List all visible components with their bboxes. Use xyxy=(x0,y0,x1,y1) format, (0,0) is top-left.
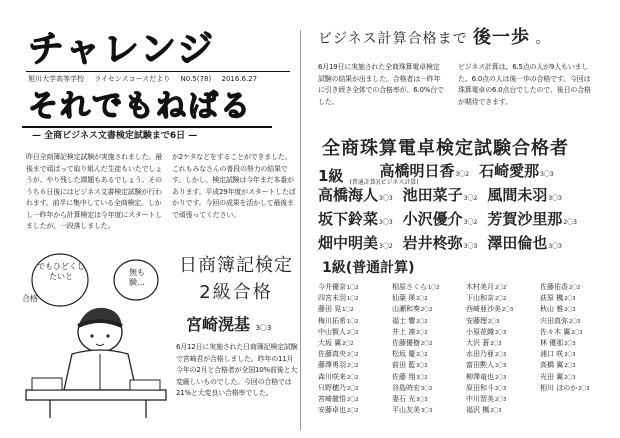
passer-name: 前田 藍3〇2 xyxy=(392,361,428,370)
passer-name: 佐藤佑香2〇2 xyxy=(540,283,581,291)
grade1-general-passers xyxy=(318,282,612,416)
passer-name: 林 優那2〇3 xyxy=(540,339,576,348)
passer-name: 高橋明日香3〇2 xyxy=(379,162,470,180)
right-header-big: 後一歩 xyxy=(473,27,531,48)
passer-name: 中川智美2〇3 xyxy=(466,395,507,404)
passer-name: 芳賀沙里那2〇3 xyxy=(487,210,577,228)
nissho-winner-name: 宮崎滉基 xyxy=(186,315,251,334)
issue-date: 2016.6.27 xyxy=(221,75,258,83)
passer-name: 谷島時宏3〇2 xyxy=(392,383,433,392)
passer-name: 妻石 光3〇3 xyxy=(392,395,428,404)
course-name: ライセンスコースだより xyxy=(94,75,171,83)
issue-number: N0.5(78) xyxy=(180,75,212,83)
passer-name: 安藤理2〇3 xyxy=(466,316,500,325)
headline-subtitle: — 全商ビジネス文書検定試験まで6日 — xyxy=(32,131,198,141)
column-divider xyxy=(300,30,301,430)
student-eye-left xyxy=(90,334,93,337)
nissho-paragraph: 6月12日に実施された日商簿記検定試験で宮崎君が合格しました。昨年の11月 今年の2月と合格者が全国10%前後と大変厳しいものでした。今回の合格では21%と大変良い合格率でした。 xyxy=(176,343,298,397)
passer-name: 下山和奈2〇2 xyxy=(466,294,507,303)
masthead-subline xyxy=(28,74,292,84)
passer-name: 梅川拓希1〇2 xyxy=(318,316,359,325)
passer-name: 相川 ほのか2〇3 xyxy=(540,383,590,392)
notebook xyxy=(130,380,160,390)
headline: それでもねばる xyxy=(28,89,252,124)
passer-name: 宮崎龍悟2〇2 xyxy=(318,395,359,404)
bubble-text-2: 合格 xyxy=(22,294,38,303)
bubble-text-3: 無も 験… xyxy=(129,268,145,287)
article-paragraph-left: 昨日全商簿記検定試験が実施されました。最後まで頑ばって取り組んだ生徒もいたでしょうが、やり残した課題もあるでしょう。そのうち６日後にはビジネス文書検定試験が行われます。前半に集中している全商検定。しかし一昨年から計算検定は今年度にスタートしましたが、一段落しました。 xyxy=(26,153,162,230)
masthead-rule xyxy=(26,71,290,72)
right-header-pre: ビジネス計算合格まで xyxy=(318,31,468,47)
passer-name: 畑中明美3〇2 xyxy=(318,234,393,252)
passer-name: 高橋海人3〇3 xyxy=(318,186,393,204)
passer-name: 井上 凛2〇2 xyxy=(392,327,428,336)
right-header-mark: 。 xyxy=(535,31,551,47)
school-name: 旭川大学高等学校 xyxy=(28,75,84,83)
passer-name: 小原花織2〇3 xyxy=(466,327,507,336)
passer-name: 秋山 雅2〇3 xyxy=(540,305,576,314)
passer-name: 木村美月2〇2 xyxy=(466,283,507,291)
passer-name: 高橋 翼2〇3 xyxy=(540,361,576,370)
passer-name: 原田和斗2〇3 xyxy=(466,383,507,392)
passer-name: 平山友美3〇3 xyxy=(392,406,433,415)
passer-name: 風間未羽3〇3 xyxy=(487,186,562,204)
nissho-title-line2: 2級合格 xyxy=(199,282,273,303)
passer-name: 大坂 翼2〇2 xyxy=(318,339,354,348)
passer-name: 四宮未羽1〇2 xyxy=(318,294,359,303)
grade1-label: 1級 xyxy=(318,167,344,185)
passer-name: 大沢 蒼2〇3 xyxy=(466,339,502,348)
grade1-row-2 xyxy=(318,186,612,210)
grade1-row-4 xyxy=(318,234,612,258)
passer-name: 中山賢人2〇2 xyxy=(318,327,359,336)
passer-name: 相原さくら1〇2 xyxy=(392,283,440,291)
right-paragraph-1: 6月19日に実施された全商珠算電卓検定試験の結果が出ました。合格者は一昨年に引き続き全体での合格率が、6.0%台でした。 xyxy=(318,63,444,106)
grade1-row-1 xyxy=(318,162,612,186)
grade1-note: (普通計算)(ビジネス計算) xyxy=(349,179,419,186)
passer-name: 森川咲来2〇2 xyxy=(318,372,359,381)
passer-name xyxy=(540,394,612,405)
passer-name: 澤田倫也3〇3 xyxy=(487,234,562,252)
passer-name: 宍田真弥2〇3 xyxy=(540,316,581,325)
passer-name: 光田 翼2〇3 xyxy=(540,372,576,381)
headline-underline xyxy=(22,126,272,128)
exam-passers-title: 全商珠算電卓検定試験合格者 xyxy=(322,138,569,159)
grade1-sub-label: 1級(普通計算) xyxy=(322,260,415,276)
right-header xyxy=(318,28,580,49)
passer-name: 福沢 楓2〇3 xyxy=(466,406,502,415)
student-eye-right xyxy=(106,334,109,337)
studying-student-illustration xyxy=(20,250,170,420)
passer-name: 水田乃亜2〇3 xyxy=(466,350,507,359)
passer-name: 佐藤優樹2〇2 xyxy=(392,339,433,348)
passer-name: 佐藤 翔3〇2 xyxy=(392,372,428,381)
passer-name: 安藤卓也2〇2 xyxy=(318,406,359,415)
passer-name: 坂下鈴菜3〇3 xyxy=(318,210,393,228)
nissho-winner xyxy=(186,314,296,339)
article-paragraph-right: が2ケタなどをすることができました。これもみなさんの普段の努力の結果です。しかし、検定試験は今年まだ本番があります。平成29年度がスタートしたばかりです。今回の成果を活かして最後まで頑張ってください。 xyxy=(172,153,296,219)
passer-name: 池田菜子3〇2 xyxy=(402,186,478,204)
passer-name: 柳澤竜也2〇3 xyxy=(466,372,507,381)
nissho-title-line1: 日商簿記検定 xyxy=(179,255,293,276)
passer-name: 浦口 咲2〇3 xyxy=(540,350,576,359)
passer-name: 藤田 晃1〇2 xyxy=(318,305,354,314)
passer-name: 山瀬和奏2〇2 xyxy=(392,305,433,314)
passer-name: 仙葉 瑛2〇2 xyxy=(392,294,428,303)
passer-name: 西崎亜沙美2〇3 xyxy=(466,305,514,314)
passer-name: 只野穂乃2〇2 xyxy=(318,383,359,392)
passer-name: 今井優奈1〇2 xyxy=(318,283,359,291)
book-stack xyxy=(32,378,62,390)
passer-name: 富田勲人2〇3 xyxy=(466,361,507,370)
desk xyxy=(26,390,166,400)
right-paragraph-2: ビジネス計算は、6.5点の人が9人もいました。6.0点の人は後一歩の合格です。今回は珠算電卓の6.0点台でしたので、後日の合格が期待できます。 xyxy=(458,63,591,106)
passer-name: 福士 響2〇2 xyxy=(392,316,428,325)
newsletter-title: チャレンジ xyxy=(28,29,216,70)
passer-name: 松坂 慶2〇2 xyxy=(392,350,428,359)
grade1-row-3 xyxy=(318,210,612,234)
passer-name: 岩井柊弥3〇3 xyxy=(402,234,478,252)
passer-name: 藤澤勇羽2〇2 xyxy=(318,361,359,370)
passer-name: 佐々木 翼2〇3 xyxy=(540,327,583,336)
passer-name xyxy=(540,405,612,416)
passer-name: 佐藤真央2〇2 xyxy=(318,350,359,359)
nissho-winner-class: 3〇3 xyxy=(255,324,272,332)
bubble-text-1: でもひどくしたいと xyxy=(37,262,85,281)
passer-name: 石崎愛那3〇3 xyxy=(479,162,554,180)
passer-name: 荻原 楓2〇3 xyxy=(540,294,576,303)
passer-name: 小沢優介3〇2 xyxy=(402,210,478,228)
grade1-passers xyxy=(318,162,612,258)
